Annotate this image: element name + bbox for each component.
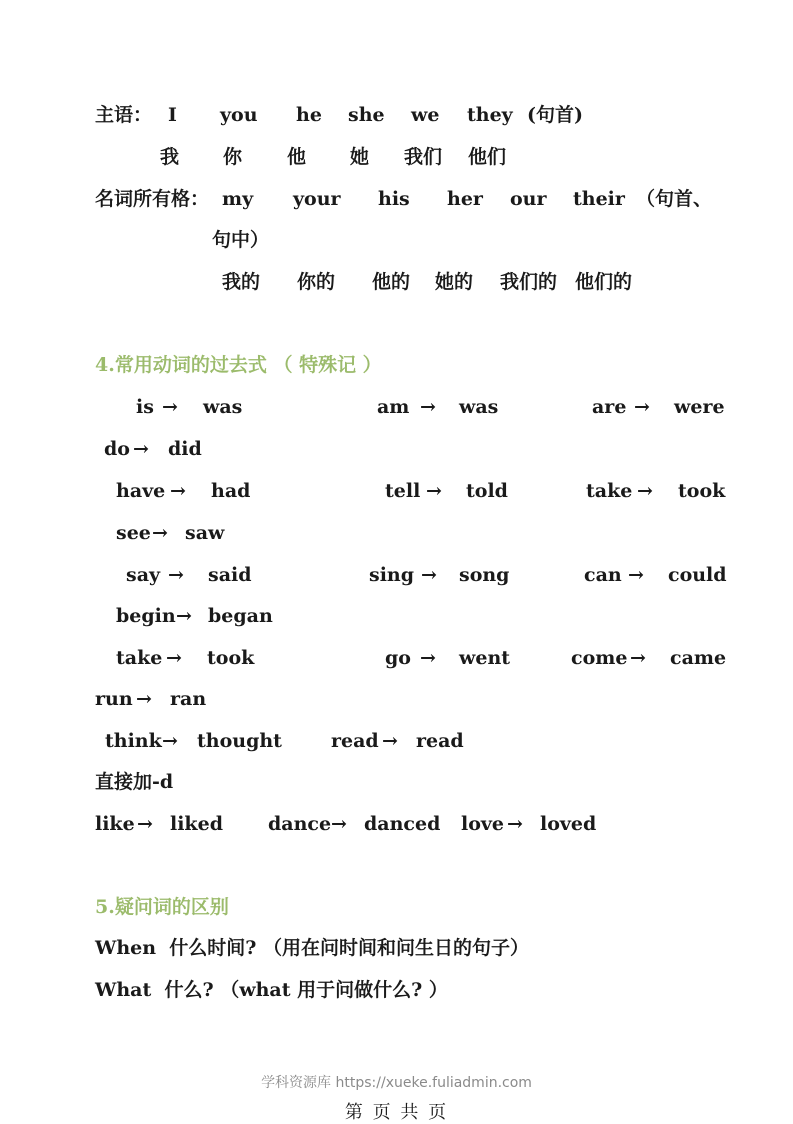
arrow: → xyxy=(331,813,347,835)
possessive-note: （句首、 xyxy=(636,188,713,210)
arrow: → xyxy=(168,564,184,586)
verb-present: am xyxy=(377,396,410,418)
arrow: → xyxy=(420,396,436,418)
possessive-word: our xyxy=(510,188,547,210)
subject-cn: 我们 xyxy=(404,146,443,168)
subject-cn: 我 xyxy=(160,146,180,168)
verb-present: say xyxy=(126,564,161,586)
arrow: → xyxy=(170,480,186,502)
verb-past: read xyxy=(416,730,464,752)
verb-past: was xyxy=(203,396,243,418)
verb-present: tell xyxy=(385,480,421,502)
arrow: → xyxy=(421,564,437,586)
arrow: → xyxy=(426,480,442,502)
verb-present: think xyxy=(105,730,162,752)
subject-note: (句首) xyxy=(527,104,583,126)
arrow: → xyxy=(166,647,182,669)
subject-label: 主语： xyxy=(95,104,153,126)
verb-present: dance xyxy=(268,813,332,835)
subject-cn: 你 xyxy=(223,146,243,168)
verb-present: take xyxy=(116,647,163,669)
arrow: → xyxy=(162,730,178,752)
verb-present: begin xyxy=(116,605,176,627)
verb-present: love xyxy=(461,813,505,835)
possessive-cn: 你的 xyxy=(297,271,336,293)
possessive-cn: 他的 xyxy=(372,271,411,293)
arrow: → xyxy=(162,396,178,418)
verb-present: do xyxy=(104,438,130,460)
verb-present: have xyxy=(116,480,166,502)
verb-present: sing xyxy=(369,564,415,586)
verb-present: like xyxy=(95,813,135,835)
arrow: → xyxy=(133,438,149,460)
verb-past: took xyxy=(678,480,726,502)
possessive-word: my xyxy=(222,188,254,210)
subject-cn: 她 xyxy=(350,146,370,168)
arrow: → xyxy=(176,605,192,627)
arrow: → xyxy=(507,813,523,835)
verb-past: came xyxy=(670,647,727,669)
verb-past: had xyxy=(211,480,251,502)
verb-past: could xyxy=(668,564,727,586)
regular-subheading: 直接加-d xyxy=(95,771,174,793)
possessive-note-cont: 句中） xyxy=(212,229,270,251)
section4-heading: 4.常用动词的过去式 （ 特殊记 ） xyxy=(95,354,382,376)
arrow: → xyxy=(420,647,436,669)
verb-present: is xyxy=(136,396,154,418)
possessive-word: their xyxy=(573,188,625,210)
arrow: → xyxy=(634,396,650,418)
question-word-line: When 什么时间? （用在问时间和问生日的句子） xyxy=(95,937,530,959)
subject-cn: 他们 xyxy=(468,146,507,168)
subject-word: he xyxy=(296,104,322,126)
question-word-line: What 什么? （what 用于问做什么? ） xyxy=(95,979,448,1001)
verb-present: go xyxy=(385,647,411,669)
verb-present: can xyxy=(584,564,622,586)
verb-past: were xyxy=(674,396,725,418)
verb-past: liked xyxy=(170,813,223,835)
subject-word: you xyxy=(220,104,258,126)
verb-present: see xyxy=(116,522,151,544)
possessive-word: her xyxy=(447,188,483,210)
subject-word: we xyxy=(411,104,440,126)
verb-past: did xyxy=(168,438,202,460)
footer-source: 学科资源库 https://xueke.fuliadmin.com xyxy=(261,1075,532,1091)
arrow: → xyxy=(630,647,646,669)
possessive-word: your xyxy=(293,188,341,210)
arrow: → xyxy=(628,564,644,586)
verb-past: ran xyxy=(170,688,207,710)
verb-past: told xyxy=(466,480,508,502)
verb-past: was xyxy=(459,396,499,418)
verb-present: take xyxy=(586,480,633,502)
verb-present: are xyxy=(592,396,627,418)
verb-present: come xyxy=(571,647,628,669)
verb-past: took xyxy=(207,647,255,669)
arrow: → xyxy=(152,522,168,544)
subject-word: she xyxy=(348,104,385,126)
page-number: 第 页 共 页 xyxy=(344,1102,449,1123)
verb-present: read xyxy=(331,730,379,752)
verb-past: thought xyxy=(197,730,282,752)
verb-past: song xyxy=(459,564,510,586)
verb-past: danced xyxy=(364,813,441,835)
possessive-cn: 我的 xyxy=(222,271,261,293)
possessive-word: his xyxy=(378,188,410,210)
possessive-label: 名词所有格： xyxy=(95,188,210,210)
subject-word: I xyxy=(168,104,177,126)
verb-present: run xyxy=(95,688,133,710)
subject-word: they xyxy=(467,104,513,126)
arrow: → xyxy=(136,688,152,710)
verb-past: went xyxy=(459,647,511,669)
subject-cn: 他 xyxy=(287,146,307,168)
verb-past: loved xyxy=(540,813,597,835)
verb-past: said xyxy=(208,564,252,586)
verb-past: began xyxy=(208,605,273,627)
possessive-cn: 她的 xyxy=(435,271,474,293)
possessive-cn: 他们的 xyxy=(575,271,633,293)
possessive-cn: 我们的 xyxy=(500,271,558,293)
arrow: → xyxy=(637,480,653,502)
verb-past: saw xyxy=(185,522,225,544)
arrow: → xyxy=(137,813,153,835)
arrow: → xyxy=(382,730,398,752)
section5-heading: 5.疑问词的区别 xyxy=(95,896,229,918)
